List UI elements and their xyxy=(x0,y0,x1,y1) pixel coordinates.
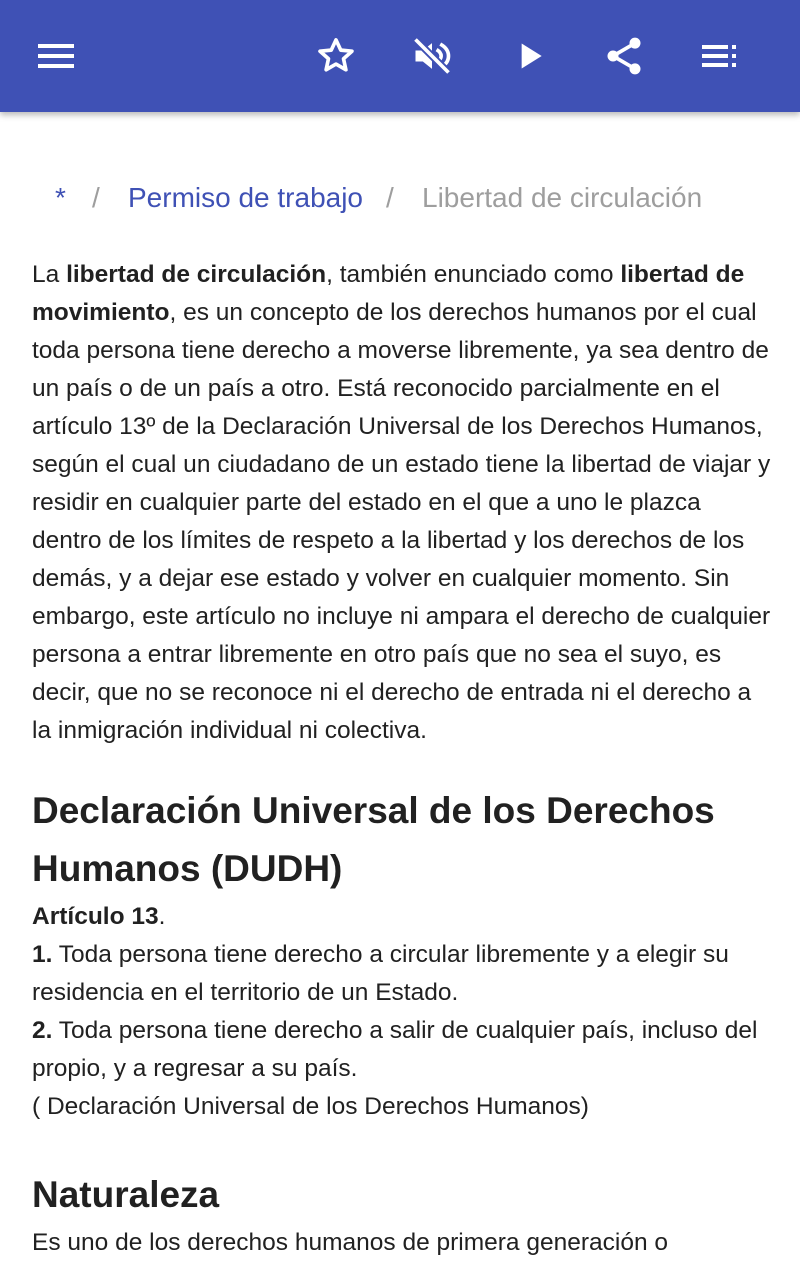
volume-off-icon[interactable] xyxy=(404,28,460,84)
breadcrumb-separator: / xyxy=(386,182,394,213)
item-text: Toda persona tiene derecho a salir de cualquier país, incluso del propio, y a regresar a su país. xyxy=(32,1017,758,1082)
intro-bold-1: libertad de circulación xyxy=(66,261,327,288)
breadcrumb-parent-link[interactable]: Permiso de trabajo xyxy=(128,182,364,213)
article-content xyxy=(32,256,772,1262)
section-heading-naturaleza: Naturaleza xyxy=(32,1174,220,1215)
item-text: Toda persona tiene derecho a circular libremente y a elegir su residencia en el territorio de un Estado. xyxy=(32,941,729,1006)
naturaleza-paragraph: Es uno de los derechos humanos de primera generación o xyxy=(32,1229,669,1256)
article-13-title: Artículo 13 xyxy=(32,903,159,930)
item-number: 2. xyxy=(32,1017,53,1044)
article-13-suffix: . xyxy=(158,903,166,930)
intro-paragraph xyxy=(32,256,772,750)
breadcrumb xyxy=(0,176,800,220)
breadcrumb-root-link[interactable]: * xyxy=(55,182,66,213)
article-13-item-2 xyxy=(32,1012,772,1088)
intro-text-1: La xyxy=(32,261,67,288)
intro-text-2: , también enunciado como xyxy=(326,261,621,288)
share-icon[interactable] xyxy=(596,28,652,84)
intro-bold-2: libertad de movimiento xyxy=(32,261,745,326)
star-outline-icon[interactable] xyxy=(308,28,364,84)
breadcrumb-separator: / xyxy=(92,182,100,213)
table-of-contents-icon[interactable] xyxy=(692,28,748,84)
section-heading-dudh: Declaración Universal de los Derechos Humanos (DUDH) xyxy=(32,790,715,889)
app-toolbar xyxy=(0,0,800,112)
item-number: 1. xyxy=(32,941,53,968)
play-icon[interactable] xyxy=(502,28,558,84)
intro-text-3: , es un concepto de los derechos humanos por el cual toda persona tiene derecho a moverse libremente, ya sea dentro de un país o de un país a otro. Está reconocido parcialmente en el artículo 13º de la Declaración Universal de los Derechos Humanos, según el cual un ciudadano de un estado tiene la libertad de viajar y residir en cualquier parte del estado en el que a uno le plazca dentro de los límites de respeto a la libertad y los derechos de los demás, y a dejar ese estado y volver en cualquier momento. Sin embargo, este artículo no incluye ni ampara el derecho de cualquier persona a entrar libremente en otro país que no sea el suyo, es decir, que no se reconoce ni el derecho de entrada ni el derecho a la inmigración individual ni colectiva. xyxy=(32,299,771,744)
article-13-label xyxy=(32,898,772,936)
breadcrumb-current: Libertad de circulación xyxy=(422,182,703,213)
article-13-item-1 xyxy=(32,936,772,1012)
source-citation: ( Declaración Universal de los Derechos Humanos) xyxy=(32,1093,589,1120)
hamburger-menu-icon[interactable] xyxy=(28,28,84,84)
